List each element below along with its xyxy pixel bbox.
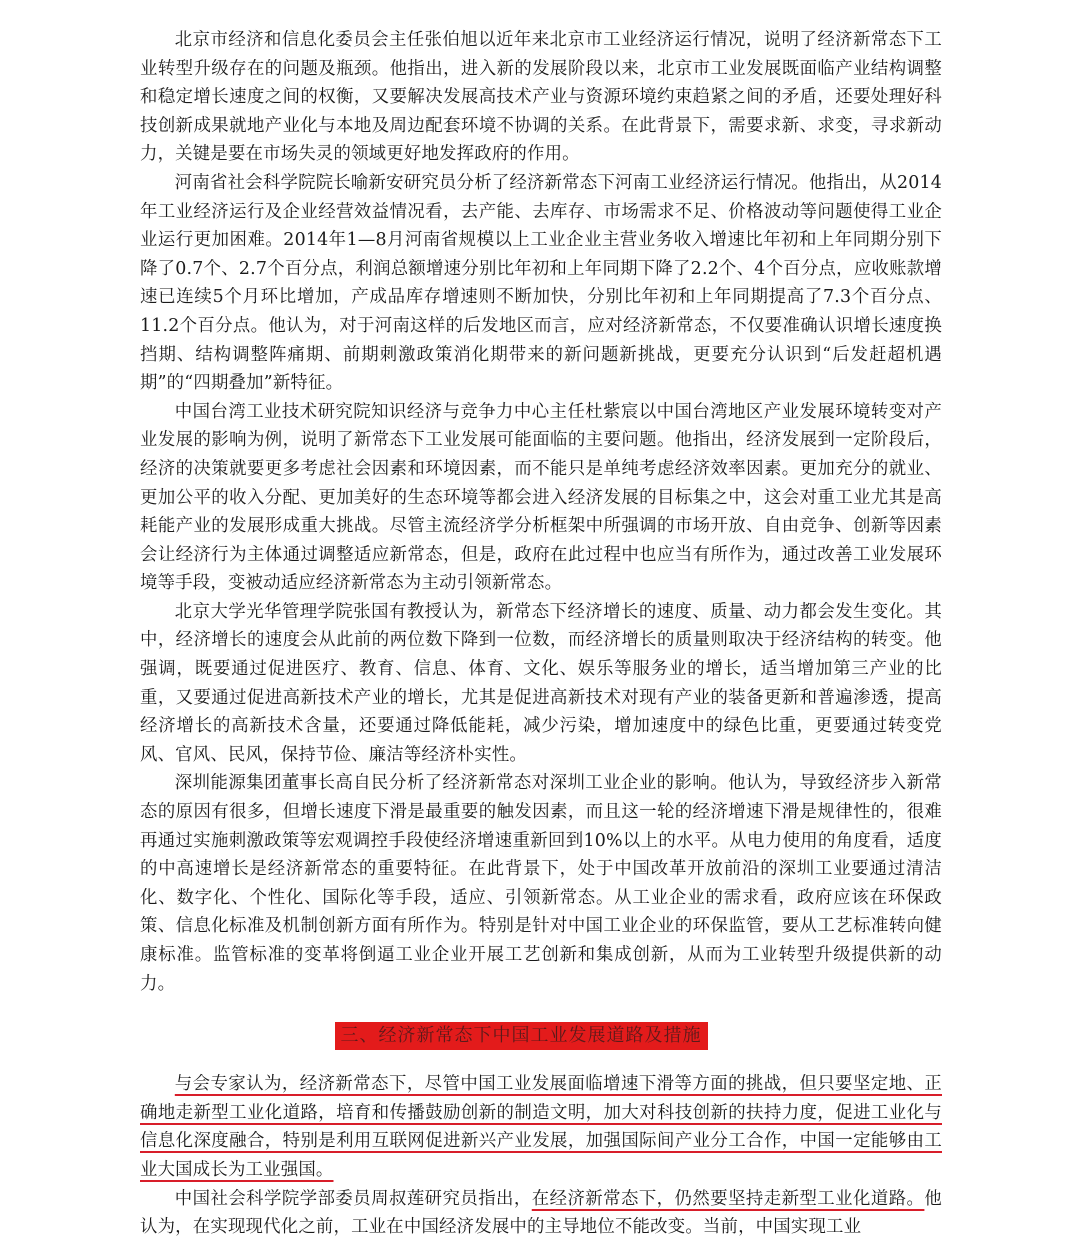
paragraph-du-zichen: 中国台湾工业技术研究院知识经济与竞争力中心主任杜紫宸以中国台湾地区产业发展环境转变对产业发展的影响为例，说明了新常态下工业发展可能面临的主要问题。他指出，经济发展到一定阶段后，经济的决策就要更多考虑社会因素和环境因素，而不能只是单纯考虑经济效率因素。更加充分的就业、更加公平的收入分配、更加美好的生态环境等都会进入经济发展的目标集之中，这会对重工业尤其是高耗能产业的发展形成重大挑战。尽管主流经济学分析框架中所强调的市场开放、自由竞争、创新等因素会让经济行为主体通过调整适应新常态，但是，政府在此过程中也应当有所作为，通过改善工业发展环境等手段，变被动适应经济新常态为主动引领新常态。 [140, 401, 942, 594]
paragraph-lead-text: 中国社会科学院学部委员周叔莲研究员指出， [174, 1188, 532, 1209]
underlined-text: 在经济新常态下，仍然要坚持走新型工业化道路。 [531, 1188, 925, 1209]
paragraph-zhang-guoyou: 北京大学光华管理学院张国有教授认为，新常态下经济增长的速度、质量、动力都会发生变化。其中，经济增长的速度会从此前的两位数下降到一位数，而经济增长的质量则取决于经济结构的转变。他强调，既要通过促进医疗、教育、信息、体育、文化、娱乐等服务业的增长，适当增加第三产业的比重，又要通过促进高新技术产业的增长，尤其是促进高新技术对现有产业的装备更新和普遍渗透，提高经济增长的高新技术含量，还要通过降低能耗，减少污染，增加速度中的绿色比重，更要通过转变党风、官风、民风，保持节俭、廉洁等经济朴实性。 [140, 601, 942, 765]
underlined-text: 与会专家认为，经济新常态下，尽管中国工业发展面临增速下滑等方面的挑战，但只要坚定地、正确地走新型工业化道路，培育和传播鼓励创新的制造文明，加大对科技创新的扶持力度，促进工业化与信息化深度融合，特别是利用互联网促进新兴产业发展，加强国际间产业分工合作，中国一定能够由工业大国成长为工业强国。 [140, 1074, 942, 1180]
paragraph-expert-consensus [140, 1070, 942, 1184]
paragraph-zhou-shulian [140, 1185, 942, 1242]
paragraph-gao-zimin: 深圳能源集团董事长高自民分析了经济新常态对深圳工业企业的影响。他认为，导致经济步入新常态的原因有很多，但增长速度下滑是最重要的触发因素，而且这一轮的经济增速下滑是规律性的，很难再通过实施刺激政策等宏观调控手段使经济增速重新回到10%以上的水平。从电力使用的角度看，适度的中高速增长是经济新常态的重要特征。在此背景下，处于中国改革开放前沿的深圳工业要通过清洁化、数字化、个性化、国际化等手段，适应、引领新常态。从工业企业的需求看，政府应该在环保政策、信息化标准及机制创新方面有所作为。特别是针对中国工业企业的环保监管，要从工艺标准转向健康标准。监管标准的变革将倒逼工业企业开展工艺创新和集成创新，从而为工业转型升级提供新的动力。 [140, 773, 942, 994]
paragraph-yu-xinan: 河南省社会科学院院长喻新安研究员分析了经济新常态下河南工业经济运行情况。他指出，从2014年工业经济运行及企业经营效益情况看，去产能、去库存、市场需求不足、价格波动等问题使得工业企业运行更加困难。2014年1—8月河南省规模以上工业企业主营业务收入增速比年初和上年同期分别下降了0.7个、2.7个百分点，利润总额增速分别比年初和上年同期下降了2.2个、4个百分点，应收账款增速已连续5个月环比增加，产成品库存增速则不断加快，分别比年初和上年同期提高了7.3个百分点、11.2个百分点。他认为，对于河南这样的后发地区而言，应对经济新常态，不仅要准确认识增长速度换挡期、结构调整阵痛期、前期刺激政策消化期带来的新问题新挑战，更要充分认识到“后发赶超机遇期”的“四期叠加”新特征。 [140, 172, 942, 394]
section-heading-container [140, 1022, 942, 1050]
paragraph-zhang-boxu: 北京市经济和信息化委员会主任张伯旭以近年来北京市工业经济运行情况，说明了经济新常态下工业转型升级存在的问题及瓶颈。他指出，进入新的发展阶段以来，北京市工业发展既面临产业结构调整和稳定增长速度之间的权衡，又要解决发展高技术产业与资源环境约束趋紧之间的矛盾，还要处理好科技创新成果就地产业化与本地及周边配套环境不协调的关系。在此背景下，需要求新、求变，寻求新动力，关键是要在市场失灵的领域更好地发挥政府的作用。 [140, 30, 942, 165]
section-heading: 三、经济新常态下中国工业发展道路及措施 [335, 1022, 708, 1050]
paragraph-rest-text: 他认为，在实现现代化之前，工业在中国经济发展中的主导地位不能改变。当前，中国实现工业 [140, 1188, 942, 1238]
